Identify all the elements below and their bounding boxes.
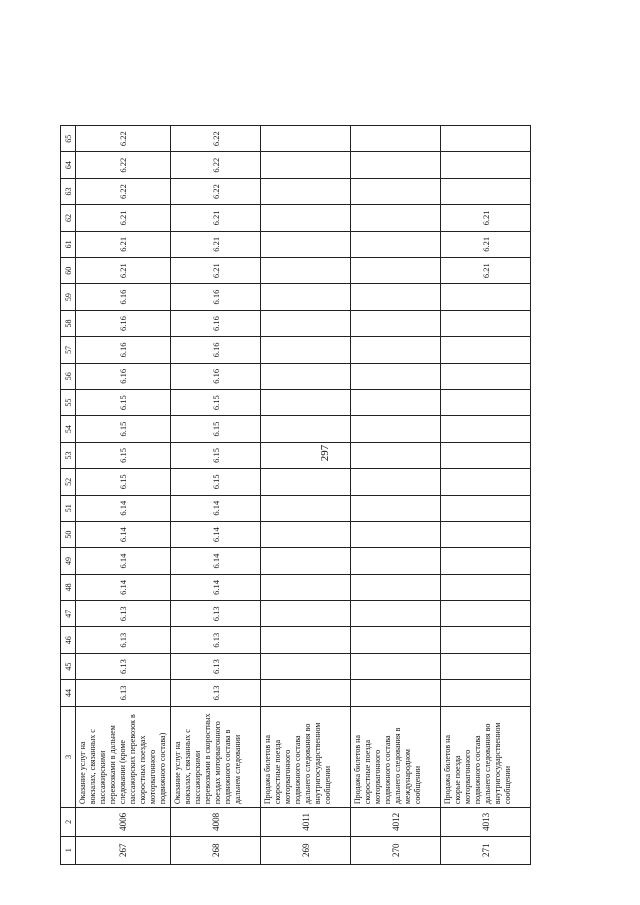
value-cell: 6.15: [171, 389, 261, 415]
value-cell: [441, 495, 531, 521]
value-cell: [351, 416, 441, 442]
value-cell: [351, 442, 441, 468]
value-cell: [261, 653, 351, 679]
value-cell: [351, 548, 441, 574]
value-cell: 6.13: [76, 601, 171, 627]
value-cell: [441, 416, 531, 442]
row-description-cell: Оказание услуг на вокзалах, связанных с пассажирскими перевозками в дальнем следовании (кроме пассажирских перевозок в скоростных поездах моторвагонного подвижного состава): [76, 706, 171, 808]
value-cell: [351, 469, 441, 495]
value-cell: 6.22: [171, 126, 261, 152]
value-cell: [441, 284, 531, 310]
value-cell: 6.13: [171, 627, 261, 653]
value-cell: 6.21: [76, 205, 171, 231]
value-cell: [261, 627, 351, 653]
row-number-cell: 267: [76, 836, 171, 864]
column-header: 55: [61, 389, 76, 415]
header-row: [61, 126, 76, 865]
value-cell: [441, 310, 531, 336]
value-cell: [351, 284, 441, 310]
value-cell: [261, 469, 351, 495]
value-cell: 6.16: [171, 337, 261, 363]
row-number-cell: 271: [441, 836, 531, 864]
table-row: [441, 126, 531, 865]
value-cell: 6.16: [76, 337, 171, 363]
value-cell: 6.15: [76, 389, 171, 415]
value-cell: 6.15: [76, 416, 171, 442]
value-cell: 6.14: [171, 548, 261, 574]
column-header: 57: [61, 337, 76, 363]
value-cell: 6.16: [76, 363, 171, 389]
column-header: 60: [61, 258, 76, 284]
value-cell: 6.22: [76, 178, 171, 204]
row-code-cell: 4013: [441, 808, 531, 836]
column-header: 45: [61, 653, 76, 679]
row-description-cell: Оказание услуг на вокзалах, связанных с пассажирскими перевозками в скоростных поездах моторвагонного подвижного состава в дальнем следовании: [171, 706, 261, 808]
value-cell: [441, 363, 531, 389]
column-header: 52: [61, 469, 76, 495]
row-number-cell: 269: [261, 836, 351, 864]
value-cell: 6.15: [76, 442, 171, 468]
value-cell: [351, 363, 441, 389]
value-cell: 6.21: [171, 258, 261, 284]
column-header: 53: [61, 442, 76, 468]
value-cell: 6.14: [76, 521, 171, 547]
column-header: 50: [61, 521, 76, 547]
value-cell: [351, 205, 441, 231]
row-code-cell: 4012: [351, 808, 441, 836]
table-row: [261, 126, 351, 865]
column-header: 51: [61, 495, 76, 521]
value-cell: 6.13: [76, 680, 171, 706]
value-cell: [261, 442, 351, 468]
value-cell: [351, 337, 441, 363]
value-cell: 6.16: [171, 310, 261, 336]
value-cell: 6.14: [171, 521, 261, 547]
value-cell: [261, 205, 351, 231]
value-cell: [261, 126, 351, 152]
value-cell: [261, 231, 351, 257]
value-cell: [441, 337, 531, 363]
table-body: [76, 126, 531, 865]
value-cell: [261, 574, 351, 600]
value-cell: [351, 152, 441, 178]
value-cell: [351, 258, 441, 284]
value-cell: [351, 126, 441, 152]
row-description-cell: Продажа билетов на скоростные поезда моторвагонного подвижного состава дальнего следования в международном сообщении: [351, 706, 441, 808]
column-header: 3: [61, 706, 76, 808]
column-header: 47: [61, 601, 76, 627]
value-cell: [261, 601, 351, 627]
value-cell: 6.13: [76, 653, 171, 679]
value-cell: [441, 152, 531, 178]
value-cell: [351, 495, 441, 521]
table-row: [76, 126, 171, 865]
column-header: 64: [61, 152, 76, 178]
value-cell: [261, 337, 351, 363]
row-number-cell: 268: [171, 836, 261, 864]
column-header: 44: [61, 680, 76, 706]
column-header: 54: [61, 416, 76, 442]
value-cell: [441, 126, 531, 152]
value-cell: 6.16: [171, 363, 261, 389]
column-header: 65: [61, 126, 76, 152]
value-cell: [261, 310, 351, 336]
value-cell: [441, 627, 531, 653]
value-cell: [351, 574, 441, 600]
row-description-cell: Продажа билетов на скорые поезда моторвагонного подвижного состава дальнего следования во внутригосударственном сообщении: [441, 706, 531, 808]
row-code-cell: 4011: [261, 808, 351, 836]
column-header: 49: [61, 548, 76, 574]
value-cell: [351, 310, 441, 336]
column-header: 1: [61, 836, 76, 864]
value-cell: 6.21: [171, 205, 261, 231]
value-cell: [441, 680, 531, 706]
value-cell: 6.21: [76, 258, 171, 284]
column-header: 2: [61, 808, 76, 836]
value-cell: [351, 178, 441, 204]
value-cell: [441, 469, 531, 495]
row-number-cell: 270: [351, 836, 441, 864]
value-cell: [351, 601, 441, 627]
value-cell: [441, 521, 531, 547]
value-cell: [441, 178, 531, 204]
column-header: 63: [61, 178, 76, 204]
value-cell: 6.16: [171, 284, 261, 310]
value-cell: [441, 601, 531, 627]
value-cell: 6.13: [171, 653, 261, 679]
value-cell: [261, 521, 351, 547]
rotated-table-frame: [60, 125, 530, 865]
value-cell: [441, 389, 531, 415]
row-code-cell: 4008: [171, 808, 261, 836]
value-cell: 6.22: [76, 152, 171, 178]
column-header: 61: [61, 231, 76, 257]
value-cell: [351, 521, 441, 547]
value-cell: [261, 495, 351, 521]
page-number: 297: [319, 444, 331, 462]
value-cell: 6.21: [441, 231, 531, 257]
table-row: [171, 126, 261, 865]
column-header: 62: [61, 205, 76, 231]
value-cell: [261, 680, 351, 706]
value-cell: 6.14: [171, 574, 261, 600]
value-cell: 6.16: [76, 284, 171, 310]
value-cell: [261, 178, 351, 204]
row-code-cell: 4006: [76, 808, 171, 836]
value-cell: 6.22: [171, 178, 261, 204]
value-cell: [261, 258, 351, 284]
value-cell: 6.21: [441, 205, 531, 231]
value-cell: 6.16: [76, 310, 171, 336]
value-cell: [351, 627, 441, 653]
value-cell: [261, 152, 351, 178]
value-cell: 6.15: [171, 416, 261, 442]
value-cell: 6.14: [76, 574, 171, 600]
value-cell: [441, 548, 531, 574]
value-cell: 6.13: [171, 601, 261, 627]
value-cell: [351, 680, 441, 706]
value-cell: [441, 653, 531, 679]
value-cell: [261, 416, 351, 442]
value-cell: [261, 389, 351, 415]
tariff-table: [60, 125, 531, 865]
value-cell: 6.21: [441, 258, 531, 284]
value-cell: 6.14: [76, 495, 171, 521]
value-cell: 6.13: [171, 680, 261, 706]
column-header: 46: [61, 627, 76, 653]
value-cell: [261, 284, 351, 310]
column-header: 58: [61, 310, 76, 336]
value-cell: 6.21: [76, 231, 171, 257]
value-cell: 6.15: [171, 469, 261, 495]
value-cell: 6.14: [171, 495, 261, 521]
value-cell: 6.15: [76, 469, 171, 495]
value-cell: [261, 363, 351, 389]
value-cell: 6.14: [76, 548, 171, 574]
column-header: 59: [61, 284, 76, 310]
value-cell: [441, 442, 531, 468]
value-cell: 6.22: [171, 152, 261, 178]
value-cell: 6.13: [76, 627, 171, 653]
table-container: [60, 125, 545, 865]
value-cell: [441, 574, 531, 600]
table-row: [351, 126, 441, 865]
column-header: 56: [61, 363, 76, 389]
value-cell: [351, 653, 441, 679]
value-cell: [351, 389, 441, 415]
value-cell: 6.15: [171, 442, 261, 468]
value-cell: 6.22: [76, 126, 171, 152]
value-cell: [351, 231, 441, 257]
row-description-cell: Продажа билетов на скоростные поезда моторвагонного подвижного состава дальнего следования во внутригосударственном сообщении: [261, 706, 351, 808]
value-cell: [261, 548, 351, 574]
value-cell: 6.21: [171, 231, 261, 257]
column-header: 48: [61, 574, 76, 600]
